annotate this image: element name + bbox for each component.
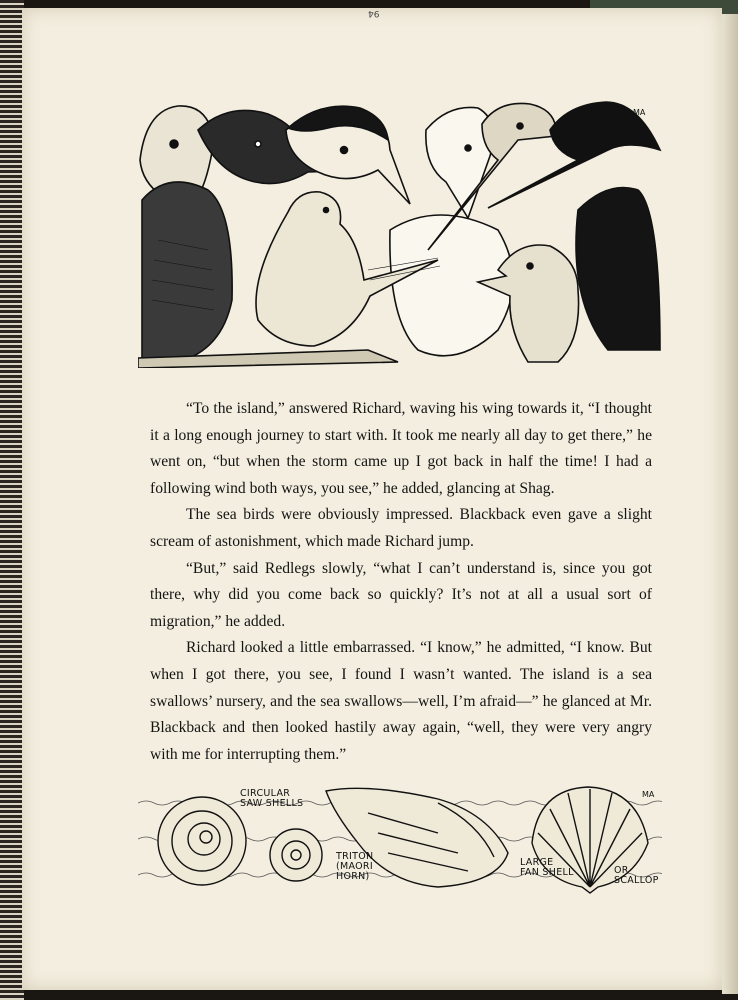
caption-line: CIRCULAR	[240, 788, 291, 799]
book-spine-edge	[0, 0, 24, 1000]
caption-line: OR	[614, 865, 629, 876]
caption-large-fan-shell	[520, 858, 574, 878]
paragraph-1: “To the island,” answered Richard, waving his wing towards it, “I thought it a long enough journey to start with. It took me nearly all day to get there,” he went on, “but when the storm came up I got back in half the time! I had a following wind both ways, you see,” he added, glancing at Shag.	[150, 400, 652, 497]
caption-line: SCALLOP	[614, 875, 659, 886]
page-number: 94	[368, 8, 380, 18]
story-text	[150, 396, 652, 768]
illustrator-monogram-bottom: MA	[642, 790, 655, 799]
caption-circular-saw-shells	[240, 789, 303, 809]
illustrator-monogram-top: MA	[633, 108, 646, 117]
page-stack-edge	[722, 14, 738, 994]
caption-line: SAW SHELLS	[240, 798, 304, 809]
caption-line: LARGE	[520, 857, 554, 868]
caption-line: (MAORI	[336, 861, 373, 872]
caption-triton	[336, 852, 373, 882]
paragraph-3: “But,” said Redlegs slowly, “what I can’t understand is, since you got there, why did you come back so quickly? It’s not at all a usual sort of migration,” he added.	[150, 559, 652, 630]
sea-birds-illustration	[138, 100, 662, 368]
caption-line: TRITON	[336, 851, 374, 862]
paragraph-2: The sea birds were obviously impressed. Blackback even gave a slight scream of astonishment, which made Richard jump.	[150, 506, 652, 550]
caption-line: HORN)	[336, 871, 370, 882]
caption-line: FAN SHELL	[520, 867, 574, 878]
shells-illustration	[138, 783, 662, 895]
paragraph-4: Richard looked a little embarrassed. “I know,” he admitted, “I know. But when I got there, you see, I found I wasn’t wanted. The island is a sea swallows’ nursery, and the sea swallows—well, I’m afraid—” he glanced at Mr. Blackback and then looked hastily away again, “well, they were very angry with me for interrupting them.”	[150, 639, 652, 763]
caption-scallop	[614, 866, 659, 886]
